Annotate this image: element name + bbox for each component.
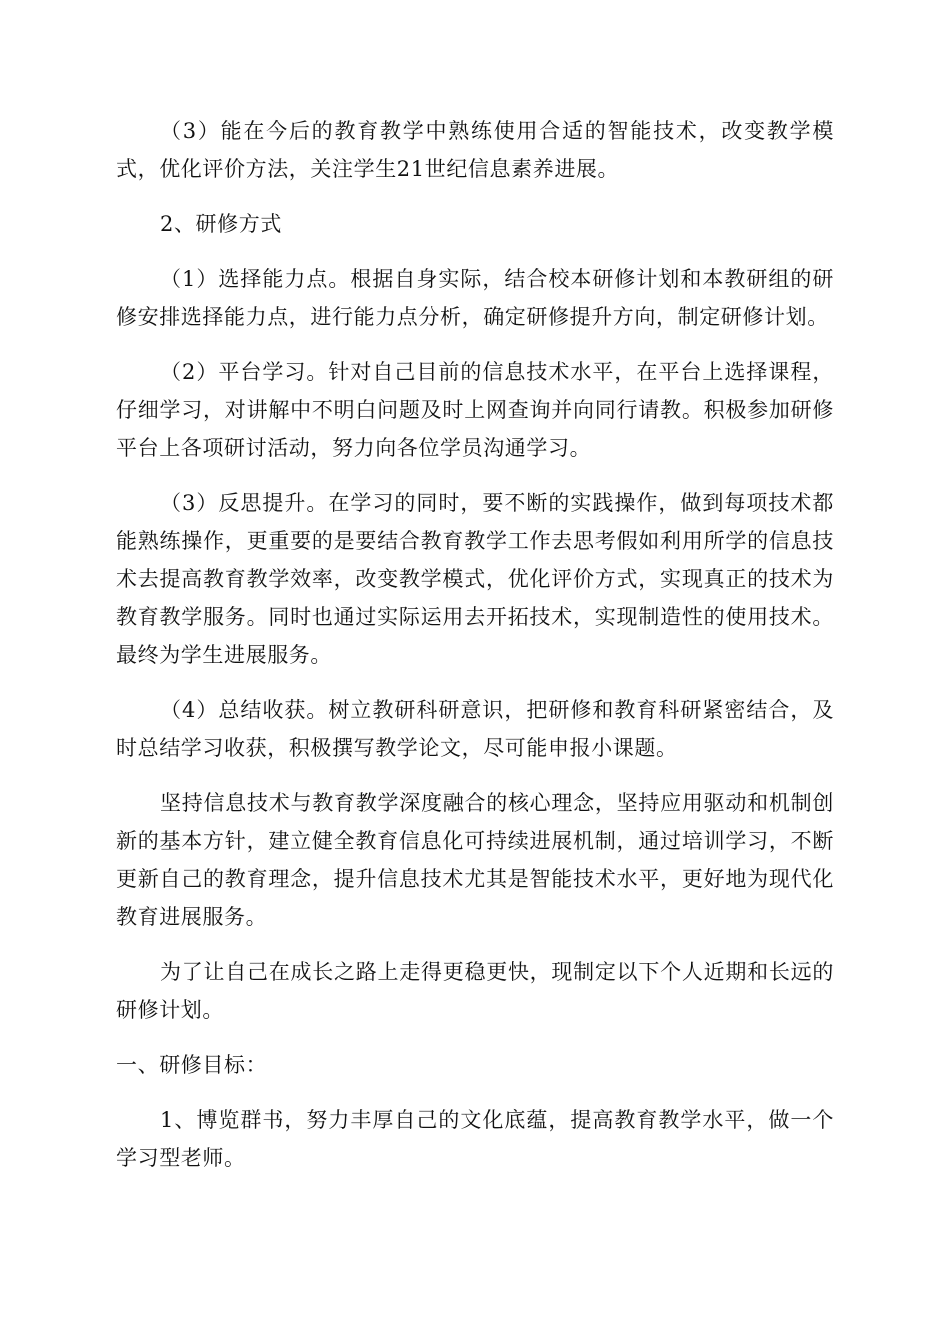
paragraph-method-1: （1）选择能力点。根据自身实际，结合校本研修计划和本教研组的研修安排选择能力点，进行能力点分析，确定研修提升方向，制定研修计划。 bbox=[116, 267, 834, 329]
paragraph-goal-item-1: 1、博览群书，努力丰厚自己的文化底蕴，提高教育教学水平，做一个学习型老师。 bbox=[116, 1108, 834, 1170]
paragraph-goal-3: （3）能在今后的教育教学中熟练使用合适的智能技术，改变教学模式，优化评价方法，关注学生21世纪信息素养进展。 bbox=[116, 119, 834, 181]
section-heading-study-goals: 一、研修目标： bbox=[116, 1053, 268, 1077]
document-body bbox=[116, 112, 834, 1194]
section-heading-study-methods: 2、研修方式 bbox=[160, 212, 282, 236]
paragraph-method-2: （2）平台学习。针对自己目前的信息技术水平，在平台上选择课程，仔细学习，对讲解中不明白问题及时上网查询并向同行请教。积极参加研修平台上各项研讨活动，努力向各位学员沟通学习。 bbox=[116, 360, 834, 460]
paragraph-method-3: （3）反思提升。在学习的同时，要不断的实践操作，做到每项技术都能熟练操作，更重要的是要结合教育教学工作去思考假如利用所学的信息技术去提高教育教学效率，改变教学模式，优化评价方式，实现真正的技术为教育教学服务。同时也通过实际运用去开拓技术，实现制造性的使用技术。最终为学生进展服务。 bbox=[116, 491, 834, 667]
paragraph-core-concept: 坚持信息技术与教育教学深度融合的核心理念，坚持应用驱动和机制创新的基本方针，建立健全教育信息化可持续进展机制，通过培训学习，不断更新自己的教育理念，提升信息技术尤其是智能技术水平，更好地为现代化教育进展服务。 bbox=[116, 791, 834, 929]
paragraph-method-4: （4）总结收获。树立教研科研意识，把研修和教育科研紧密结合，及时总结学习收获，积极撰写教学论文，尽可能申报小课题。 bbox=[116, 698, 834, 760]
paragraph-plan-intro: 为了让自己在成长之路上走得更稳更快，现制定以下个人近期和长远的研修计划。 bbox=[116, 960, 834, 1022]
